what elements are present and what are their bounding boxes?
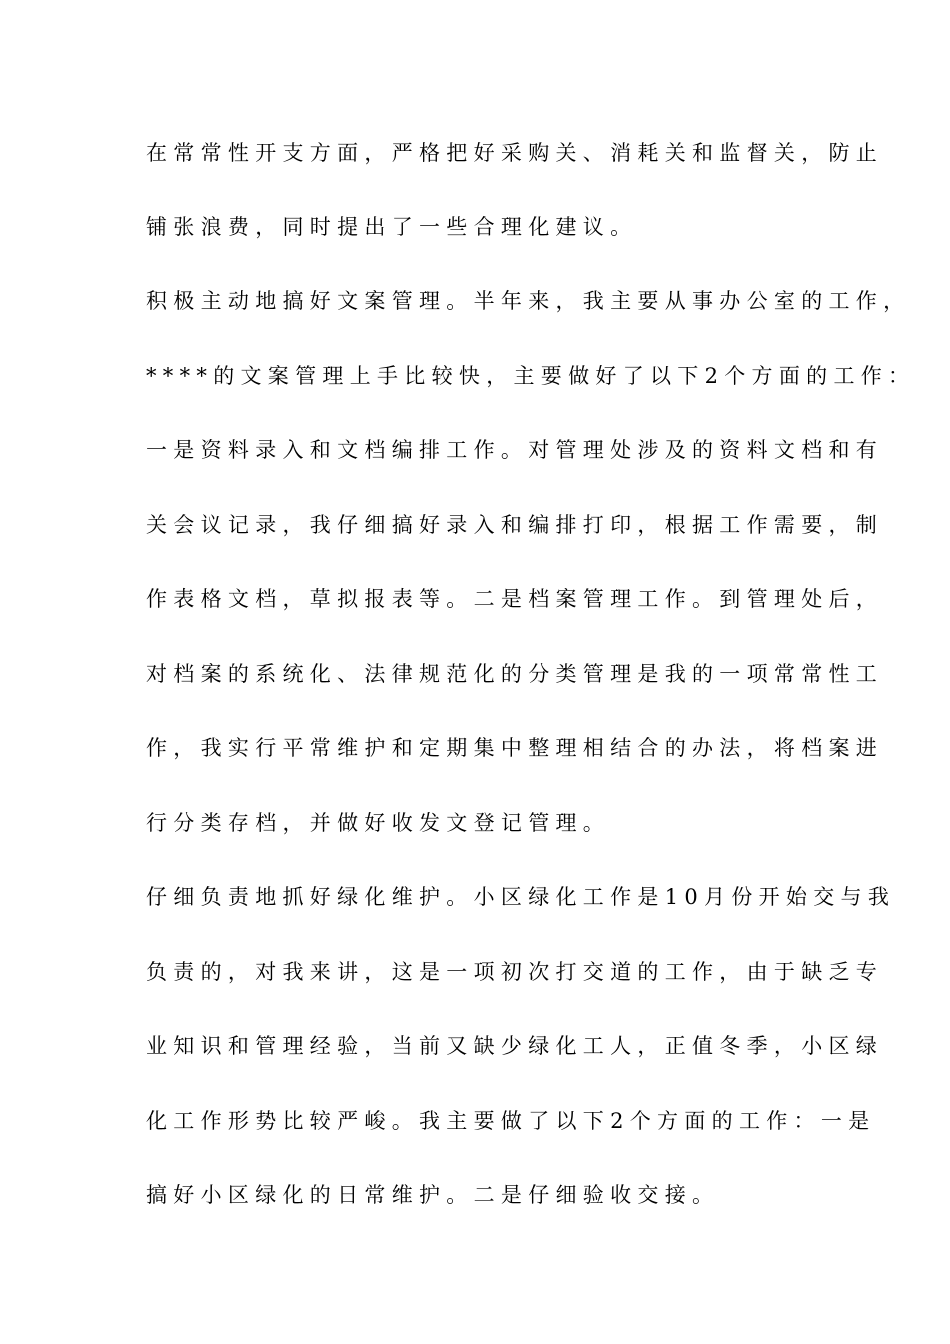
text-line: 铺张浪费，同时提出了一些合理化建议。 bbox=[146, 215, 638, 239]
text-line: 一是资料录入和文档编排工作。对管理处涉及的资料文档和有 bbox=[146, 438, 884, 462]
text-line: 化工作形势比较严峻。我主要做了以下2个方面的工作：一是 bbox=[146, 1109, 876, 1133]
text-line: 行分类存档，并做好收发文登记管理。 bbox=[146, 811, 611, 835]
text-line: 负责的，对我来讲，这是一项初次打交道的工作，由于缺乏专 bbox=[146, 960, 884, 984]
text-line: 作表格文档，草拟报表等。二是档案管理工作。到管理处后， bbox=[146, 587, 884, 611]
text-line: 关会议记录，我仔细搞好录入和编排打印，根据工作需要，制 bbox=[146, 513, 884, 537]
text-line: 业知识和管理经验，当前又缺少绿化工人，正值冬季，小区绿 bbox=[146, 1034, 884, 1058]
text-line: 对档案的系统化、法律规范化的分类管理是我的一项常常性工 bbox=[146, 662, 884, 686]
text-line: 作，我实行平常维护和定期集中整理相结合的办法，将档案进 bbox=[146, 736, 884, 760]
text-line: 仔细负责地抓好绿化维护。小区绿化工作是10月份开始交与我 bbox=[146, 885, 896, 909]
text-line: 在常常性开支方面，严格把好采购关、消耗关和监督关，防止 bbox=[146, 141, 884, 165]
text-line: 搞好小区绿化的日常维护。二是仔细验收交接。 bbox=[146, 1183, 720, 1207]
text-line: ****的文案管理上手比较快，主要做好了以下2个方面的工作： bbox=[146, 364, 916, 388]
text-line: 积极主动地搞好文案管理。半年来，我主要从事办公室的工作， bbox=[146, 289, 911, 313]
